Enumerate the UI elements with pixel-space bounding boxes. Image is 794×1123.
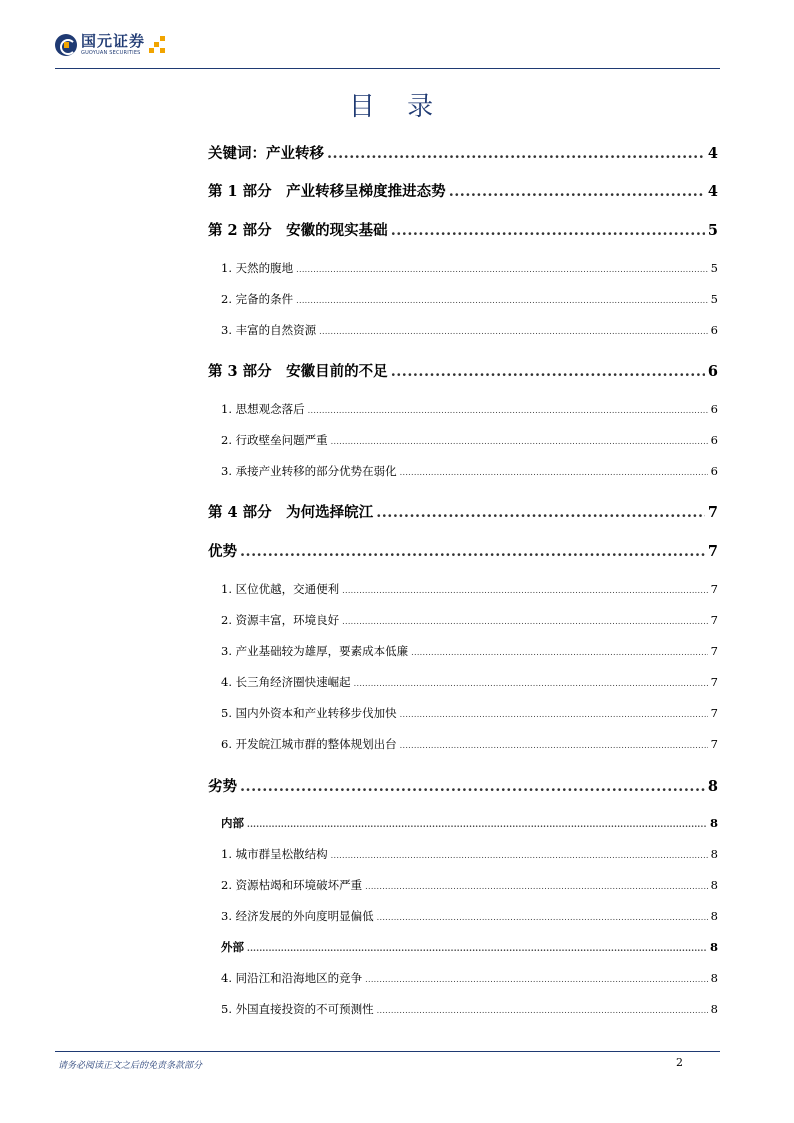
toc-leader-dots [331,433,708,447]
toc-entry-label: 内部 [221,816,244,830]
toc-entry-page: 7 [707,543,718,560]
page-number: 2 [676,1056,683,1069]
toc-entry-label: 第 2 部分 安徽的现实基础 [208,222,388,239]
toc-entry-label: 3. 经济发展的外向度明显偏低 [221,909,374,923]
toc-entry-page: 7 [710,613,718,627]
toc-entry-page: 4 [707,183,718,200]
toc-entry-page: 8 [710,847,718,861]
logo-emblem-icon [55,34,77,56]
toc-entry[interactable] [221,736,718,752]
toc-entry-label: 1. 天然的腹地 [221,261,294,275]
toc-leader-dots [376,504,705,521]
toc-entry[interactable] [221,291,718,307]
toc-leader-dots [400,706,708,720]
toc-entry-page: 6 [710,433,718,447]
toc-entry[interactable] [221,939,718,955]
toc-entry-page: 8 [709,940,718,954]
toc-entry[interactable] [208,142,718,163]
toc-entry[interactable] [221,643,718,659]
toc-entry-label: 2. 行政壁垒问题严重 [221,433,328,447]
logo-english-name: GUOYUAN SECURITIES [81,50,141,56]
toc-leader-dots [247,816,707,830]
toc-entry-page: 8 [710,971,718,985]
toc-entry[interactable] [221,705,718,721]
toc-entry-label: 5. 国内外资本和产业转移步伐加快 [221,706,397,720]
toc-leader-dots [411,644,708,658]
toc-entry[interactable] [221,401,718,417]
toc-entry[interactable] [221,970,718,986]
toc-leader-dots [365,971,708,985]
toc-entry-page: 5 [707,222,718,239]
toc-entry-label: 2. 资源丰富，环境良好 [221,613,340,627]
toc-leader-dots [240,778,705,795]
toc-entry-page: 6 [710,402,718,416]
toc-leader-dots [354,675,708,689]
toc-entry-label: 3. 承接产业转移的部分优势在弱化 [221,464,397,478]
toc-leader-dots [391,363,705,380]
toc-entry-label: 2. 完备的条件 [221,292,294,306]
toc-leader-dots [377,1002,708,1016]
page-title: 目 录 [348,92,446,122]
toc-entry-page: 8 [710,909,718,923]
toc-entry[interactable] [221,612,718,628]
toc-entry-page: 7 [710,644,718,658]
toc-entry-label: 第 4 部分 为何选择皖江 [208,504,374,521]
toc-entry-label: 3. 丰富的自然资源 [221,323,317,337]
toc-leader-dots [247,940,707,954]
toc-entry-page: 8 [710,1002,718,1016]
toc-entry-page: 6 [710,464,718,478]
toc-leader-dots [308,402,708,416]
toc-entry-page: 7 [710,706,718,720]
toc-entry-label: 劣势 [208,778,237,795]
toc-leader-dots [449,183,705,200]
toc-entry-page: 7 [707,504,718,521]
toc-entry-label: 4. 长三角经济圈快速崛起 [221,675,351,689]
toc-leader-dots [391,222,705,239]
logo-squares-icon [149,36,167,54]
toc-entry-label: 第 1 部分 产业转移呈梯度推进态势 [208,183,446,200]
toc-entry[interactable] [208,501,718,522]
logo-chinese-name: 国元证券 [81,32,146,50]
toc-entry-label: 2. 资源枯竭和环境破坏严重 [221,878,363,892]
toc-leader-dots [400,737,708,751]
disclaimer-note: 请务必阅读正文之后的免责条款部分 [58,1061,203,1071]
toc-leader-dots [296,292,708,306]
toc-entry[interactable] [208,219,718,240]
toc-leader-dots [331,847,708,861]
toc-entry-label: 外部 [221,940,244,954]
toc-leader-dots [342,613,708,627]
toc-entry[interactable] [221,846,718,862]
toc-entry[interactable] [221,463,718,479]
toc-entry-label: 4. 同沿江和沿海地区的竞争 [221,971,363,985]
footer-divider [55,1051,720,1052]
toc-entry[interactable] [221,322,718,338]
toc-entry-label: 1. 城市群呈松散结构 [221,847,328,861]
toc-entry-page: 7 [710,737,718,751]
toc-entry-page: 8 [707,778,718,795]
toc-entry[interactable] [221,674,718,690]
toc-entry-page: 7 [710,582,718,596]
logo-text [81,34,145,56]
toc-entry-page: 5 [710,261,718,275]
toc-entry[interactable] [221,581,718,597]
toc-entry[interactable] [221,877,718,893]
toc-leader-dots [240,543,705,560]
toc-leader-dots [327,145,705,162]
toc-leader-dots [342,582,708,596]
toc-entry-label: 关键词：产业转移 [208,145,324,162]
toc-entry[interactable] [208,180,718,201]
toc-entry-page: 4 [707,145,718,162]
toc-entry[interactable] [221,260,718,276]
toc-entry-label: 6. 开发皖江城市群的整体规划出台 [221,737,397,751]
toc-entry[interactable] [208,360,718,381]
toc-entry-label: 优势 [208,543,237,560]
toc-entry-label: 1. 思想观念落后 [221,402,305,416]
toc-entry[interactable] [221,1001,718,1017]
toc-entry-page: 5 [710,292,718,306]
toc-entry-label: 3. 产业基础较为雄厚，要素成本低廉 [221,644,409,658]
toc-entry-page: 8 [709,816,718,830]
toc-leader-dots [400,464,708,478]
toc-entry[interactable] [221,908,718,924]
toc-leader-dots [365,878,708,892]
toc-entry-page: 8 [710,878,718,892]
toc-entry-page: 6 [707,363,718,380]
header-divider [55,68,720,69]
toc-entry-label: 1. 区位优越，交通便利 [221,582,340,596]
toc-entry[interactable] [208,540,718,561]
toc-entry-label: 第 3 部分 安徽目前的不足 [208,363,388,380]
toc-leader-dots [377,909,708,923]
toc-entry-page: 6 [710,323,718,337]
page-header [55,30,720,70]
toc-entry-label: 5. 外国直接投资的不可预测性 [221,1002,374,1016]
toc-entry[interactable] [208,775,718,796]
company-logo [55,30,167,60]
toc-entry-page: 7 [710,675,718,689]
toc-entry[interactable] [221,432,718,448]
toc-entry[interactable] [221,815,718,831]
toc-leader-dots [296,261,708,275]
toc-leader-dots [319,323,708,337]
